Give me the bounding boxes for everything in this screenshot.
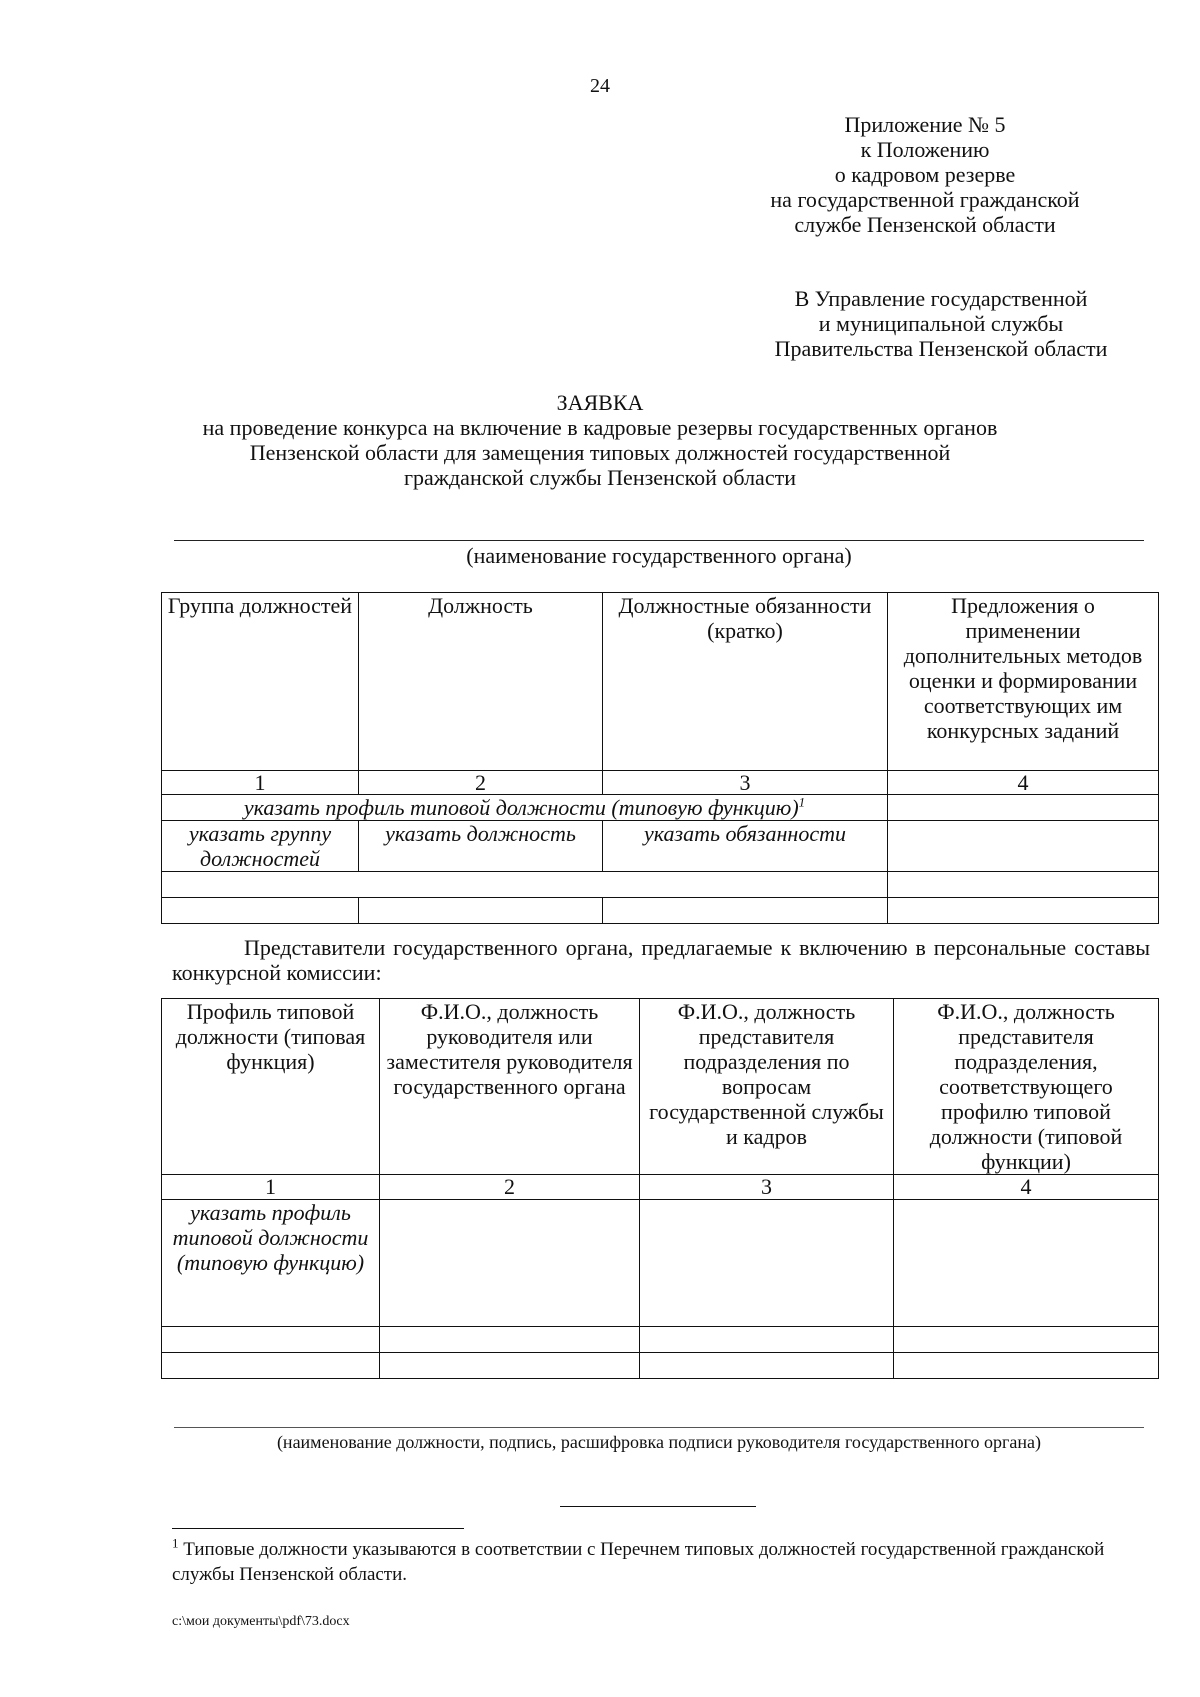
header-cell: Ф.И.О., должность руководителя или заместителя руководителя государственного органа xyxy=(380,999,640,1175)
end-of-form-divider xyxy=(560,1506,756,1507)
file-path: c:\мои документы\pdf\73.docx xyxy=(172,1614,350,1629)
column-number: 1 xyxy=(162,1175,380,1200)
footnote-text: Типовые должности указываются в соответствии с Перечнем типовых должностей государственной гражданской службы Пензенской области. xyxy=(172,1539,1105,1585)
table-cell[interactable] xyxy=(894,1200,1159,1327)
table-cell[interactable] xyxy=(162,1327,380,1353)
footnote-reference: 1 xyxy=(798,794,806,810)
table-cell[interactable] xyxy=(888,898,1159,924)
header-cell: Должностные обязанности (кратко) xyxy=(603,593,888,771)
table-cell[interactable] xyxy=(359,898,603,924)
title-line: на проведение конкурса на включение в кадровые резервы государственных органов xyxy=(202,415,998,440)
table-number-row xyxy=(162,771,1159,795)
table-cell[interactable] xyxy=(894,1353,1159,1379)
table-row xyxy=(162,821,1159,872)
header-cell: Группа должностей xyxy=(162,593,359,771)
commission-table xyxy=(161,998,1159,1379)
appendix-line: о кадровом резерве xyxy=(834,162,1016,187)
organ-name-line[interactable] xyxy=(174,540,1144,541)
column-number: 3 xyxy=(603,771,888,795)
header-cell: Профиль типовой должности (типовая функция) xyxy=(162,999,380,1175)
column-number: 2 xyxy=(359,771,603,795)
table-cell[interactable] xyxy=(894,1327,1159,1353)
column-number: 1 xyxy=(162,771,359,795)
footnote xyxy=(172,1537,1152,1587)
table-cell[interactable] xyxy=(380,1353,640,1379)
column-number: 2 xyxy=(380,1175,640,1200)
commission-paragraph: Представители государственного органа, предлагаемые к включению в персональные составы конкурсной комиссии: xyxy=(172,935,1150,985)
recipient-block xyxy=(736,286,1146,361)
table-cell[interactable] xyxy=(640,1353,894,1379)
positions-table xyxy=(161,592,1159,924)
header-cell: Ф.И.О., должность представителя подразделения, соответствующего профилю типовой должности (типовой функции) xyxy=(894,999,1159,1175)
table-cell[interactable] xyxy=(380,1327,640,1353)
recipient-line: Правительства Пензенской области xyxy=(774,336,1108,361)
signature-line[interactable] xyxy=(174,1427,1144,1428)
table-cell[interactable] xyxy=(640,1200,894,1327)
table-header-row xyxy=(162,999,1159,1175)
recipient-line: В Управление государственной xyxy=(794,286,1088,311)
table-row xyxy=(162,1353,1159,1379)
profile-row-cell[interactable] xyxy=(162,795,888,821)
table-number-row xyxy=(162,1175,1159,1200)
appendix-line: Приложение № 5 xyxy=(844,112,1006,137)
column-number: 4 xyxy=(888,771,1159,795)
table-cell[interactable] xyxy=(162,872,888,898)
table-cell[interactable] xyxy=(603,898,888,924)
appendix-line: службе Пензенской области xyxy=(794,212,1056,237)
title-heading: ЗАЯВКА xyxy=(556,390,644,415)
column-number: 3 xyxy=(640,1175,894,1200)
page-number: 24 xyxy=(590,75,610,97)
footnote-mark: 1 xyxy=(172,1535,179,1551)
table-cell[interactable] xyxy=(162,1353,380,1379)
signature-caption: (наименование должности, подпись, расшифровка подписи руководителя государственного органа) xyxy=(276,1432,1042,1452)
profile-row-text: указать профиль типовой должности (типовую функцию) xyxy=(243,795,799,820)
organ-name-caption: (наименование государственного органа) xyxy=(466,543,852,568)
table-cell[interactable] xyxy=(888,872,1159,898)
table-row xyxy=(162,1200,1159,1327)
table-cell[interactable]: указать профиль типовой должности (типовую функцию) xyxy=(162,1200,380,1327)
table-cell[interactable]: указать группу должностей xyxy=(162,821,359,872)
table-row xyxy=(162,872,1159,898)
table-row xyxy=(162,1327,1159,1353)
table-cell[interactable] xyxy=(380,1200,640,1327)
table-cell[interactable] xyxy=(888,795,1159,821)
table-cell[interactable]: указать должность xyxy=(359,821,603,872)
appendix-line: к Положению xyxy=(860,137,990,162)
table-cell[interactable]: указать обязанности xyxy=(603,821,888,872)
title-line: Пензенской области для замещения типовых должностей государственной xyxy=(249,440,951,465)
table-row xyxy=(162,795,1159,821)
footnote-separator xyxy=(172,1528,464,1529)
header-cell: Должность xyxy=(359,593,603,771)
table-cell[interactable] xyxy=(888,821,1159,872)
title-line: гражданской службы Пензенской области xyxy=(404,465,796,490)
table-cell[interactable] xyxy=(162,898,359,924)
header-cell: Ф.И.О., должность представителя подразделения по вопросам государственной службы и кадров xyxy=(640,999,894,1175)
column-number: 4 xyxy=(894,1175,1159,1200)
appendix-block xyxy=(720,112,1130,237)
table-cell[interactable] xyxy=(640,1327,894,1353)
appendix-line: на государственной гражданской xyxy=(770,187,1080,212)
table-row xyxy=(162,898,1159,924)
table-header-row xyxy=(162,593,1159,771)
document-title xyxy=(160,390,1040,490)
header-cell: Предложения о применении дополнительных методов оценки и формировании соответствующих им конкурсных заданий xyxy=(888,593,1159,771)
recipient-line: и муниципальной службы xyxy=(818,311,1064,336)
